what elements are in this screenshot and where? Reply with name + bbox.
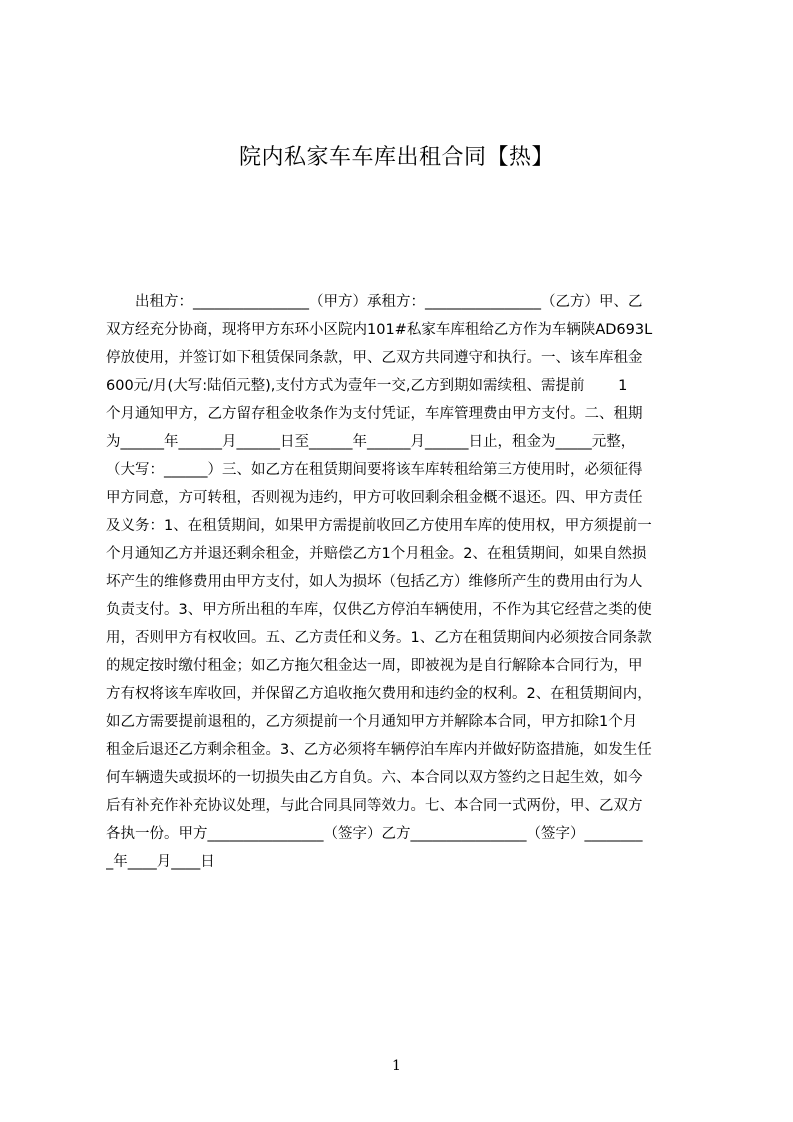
page-number: 1: [392, 1058, 401, 1074]
body-line: 600元/月(大写:陆佰元整),支付方式为壹年一交,乙方到期如需续租、需提前 1: [106, 378, 628, 394]
body-line: 个月通知甲方，乙方留存租金收条作为支付凭证，车库管理费由甲方支付。二、租期: [106, 406, 643, 422]
body-line: 为______年______月______日至______年______月______日止，租金为_____元整，: [106, 434, 636, 450]
body-line: _年____月____日: [106, 854, 215, 870]
body-line: 何车辆遗失或损坏的一切损失由乙方自负。六、本合同以双方签约之日起生效，如今: [106, 770, 643, 786]
body-line: 停放使用，并签订如下租赁保同条款，甲、乙双方共同遵守和执行。一、该车库租金: [106, 350, 643, 366]
body-line: 方有权将该车库收回，并保留乙方追收拖欠费用和违约金的权利。2、在租赁期间内，: [106, 686, 652, 702]
body-line: 甲方同意，方可转租，否则视为违约，甲方可收回剩余租金概不退还。四、甲方责任: [106, 490, 643, 506]
body-line: 各执一份。甲方________________（签字）乙方________________（签字）________: [106, 826, 643, 842]
body-line: 个月通知乙方并退还剩余租金，并赔偿乙方1个月租金。2、在租赁期间，如果自然损: [106, 546, 647, 562]
body-line: 坏产生的维修费用由甲方支付，如人为损坏（包括乙方）维修所产生的费用由行为人: [106, 574, 643, 590]
body-line: （大写：______）三、如乙方在租赁期间要将该车库转租给第三方使用时，必须征得: [106, 462, 643, 478]
body-line: 的规定按时缴付租金；如乙方拖欠租金达一周，即被视为是自行解除本合同行为，甲: [106, 658, 643, 674]
body-line: 负责支付。3、甲方所出租的车库，仅供乙方停泊车辆使用，不作为其它经营之类的使: [106, 602, 652, 618]
body-line: 及义务：1、在租赁期间，如果甲方需提前收回乙方使用车库的使用权，甲方须提前一: [106, 518, 652, 534]
contract-body: [106, 288, 697, 876]
body-line: 后有补充作补充协议处理，与此合同具同等效力。七、本合同一式两份，甲、乙双方: [106, 798, 643, 814]
document-title: 院内私家车车库出租合同【热】: [238, 145, 554, 170]
body-line: 双方经充分协商，现将甲方东环小区院内101#私家车库租给乙方作为车辆陕AD693L: [106, 322, 653, 338]
body-line: 出租方：________________（甲方）承租方：________________（乙方）甲、乙: [106, 294, 643, 310]
body-line: 如乙方需要提前退租的，乙方须提前一个月通知甲方并解除本合同，甲方扣除1个月: [106, 714, 638, 730]
body-line: 用，否则甲方有权收回。五、乙方责任和义务。1、乙方在租赁期间内必须按合同条款: [106, 630, 652, 646]
body-line: 租金后退还乙方剩余租金。3、乙方必须将车辆停泊车库内并做好防盗措施，如发生任: [106, 742, 652, 758]
